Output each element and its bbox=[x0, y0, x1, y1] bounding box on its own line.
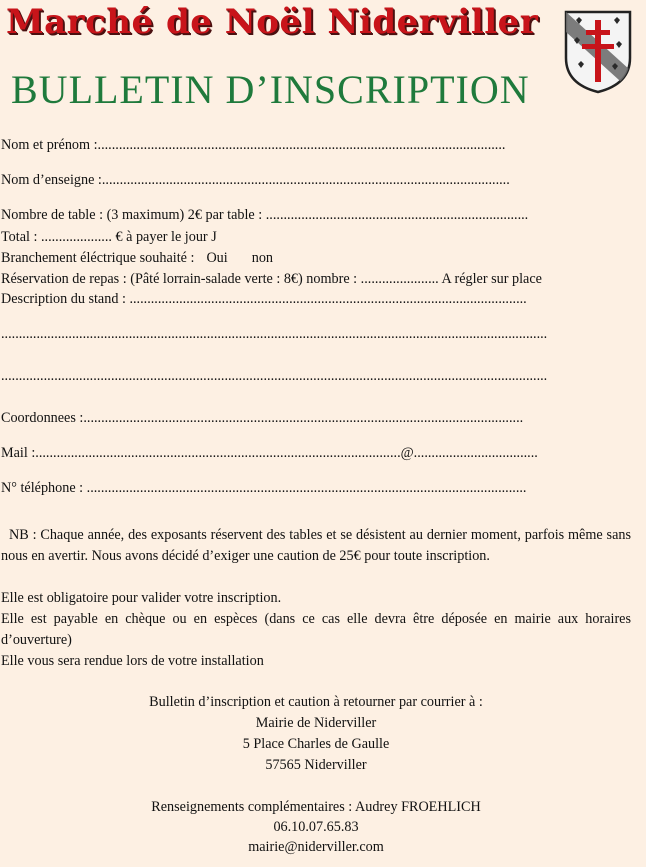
return-intro: Bulletin d’inscription et caution à retourner par courrier à : bbox=[149, 694, 483, 710]
nb-paragraph: NB : Chaque année, des exposants réservent des tables et se désistent au dernier moment, parfois même sans nous en avertir. Nous avons décidé d’exiger une caution de 25€ pour toute inscription. bbox=[1, 527, 631, 564]
brand-field: Nom d’enseigne :................................................................................................................... bbox=[1, 172, 510, 188]
electric-field bbox=[1, 249, 629, 267]
mail-field: Mail :.......................................................................................................@................................... bbox=[1, 445, 538, 461]
stand-field: Description du stand : ................................................................................................................ bbox=[1, 291, 527, 307]
coordinates-field: Coordonnees :............................................................................................................................ bbox=[1, 410, 524, 426]
electric-label: Branchement éléctrique souhaité : bbox=[1, 250, 195, 266]
refund-note: Elle vous sera rendue lors de votre installation bbox=[1, 653, 264, 669]
coat-of-arms-icon bbox=[564, 10, 632, 94]
total-field: Total : .................... € à payer le jour J bbox=[1, 229, 217, 245]
contact-label: Renseignements complémentaires : Audrey FROEHLICH bbox=[151, 799, 481, 815]
phone-field: N° téléphone : ............................................................................................................................ bbox=[1, 480, 527, 496]
payment-note: Elle est payable en chèque ou en espèces (dans ce cas elle devra être déposée en mairie aux horaires d’ouverture) bbox=[1, 611, 631, 648]
meal-field: Réservation de repas : (Pâté lorrain-salade verte : 8€) nombre : ...................... A régler sur place bbox=[1, 271, 542, 287]
blank-line: .......................................................................................................................................................... bbox=[1, 326, 548, 342]
return-name: Mairie de Niderviller bbox=[255, 715, 377, 731]
return-street: 5 Place Charles de Gaulle bbox=[242, 736, 390, 752]
mandatory-note: Elle est obligatoire pour valider votre inscription. bbox=[1, 590, 282, 606]
electric-yes-option: Oui bbox=[206, 250, 228, 266]
return-city: 57565 Niderviller bbox=[265, 757, 367, 773]
contact-phone: 06.10.07.65.83 bbox=[273, 819, 359, 835]
name-field: Nom et prénom :................................................................................................................... bbox=[1, 137, 506, 153]
tables-field: Nombre de table : (3 maximum) 2€ par table : .......................................................................... bbox=[1, 207, 529, 223]
form-title: BULLETIN D’INSCRIPTION bbox=[11, 67, 530, 112]
blank-line: .......................................................................................................................................................... bbox=[1, 368, 548, 384]
market-title: Marché de Noël Niderviller bbox=[6, 2, 539, 42]
electric-no-option: non bbox=[251, 250, 273, 266]
contact-email: mairie@niderviller.com bbox=[248, 839, 384, 855]
